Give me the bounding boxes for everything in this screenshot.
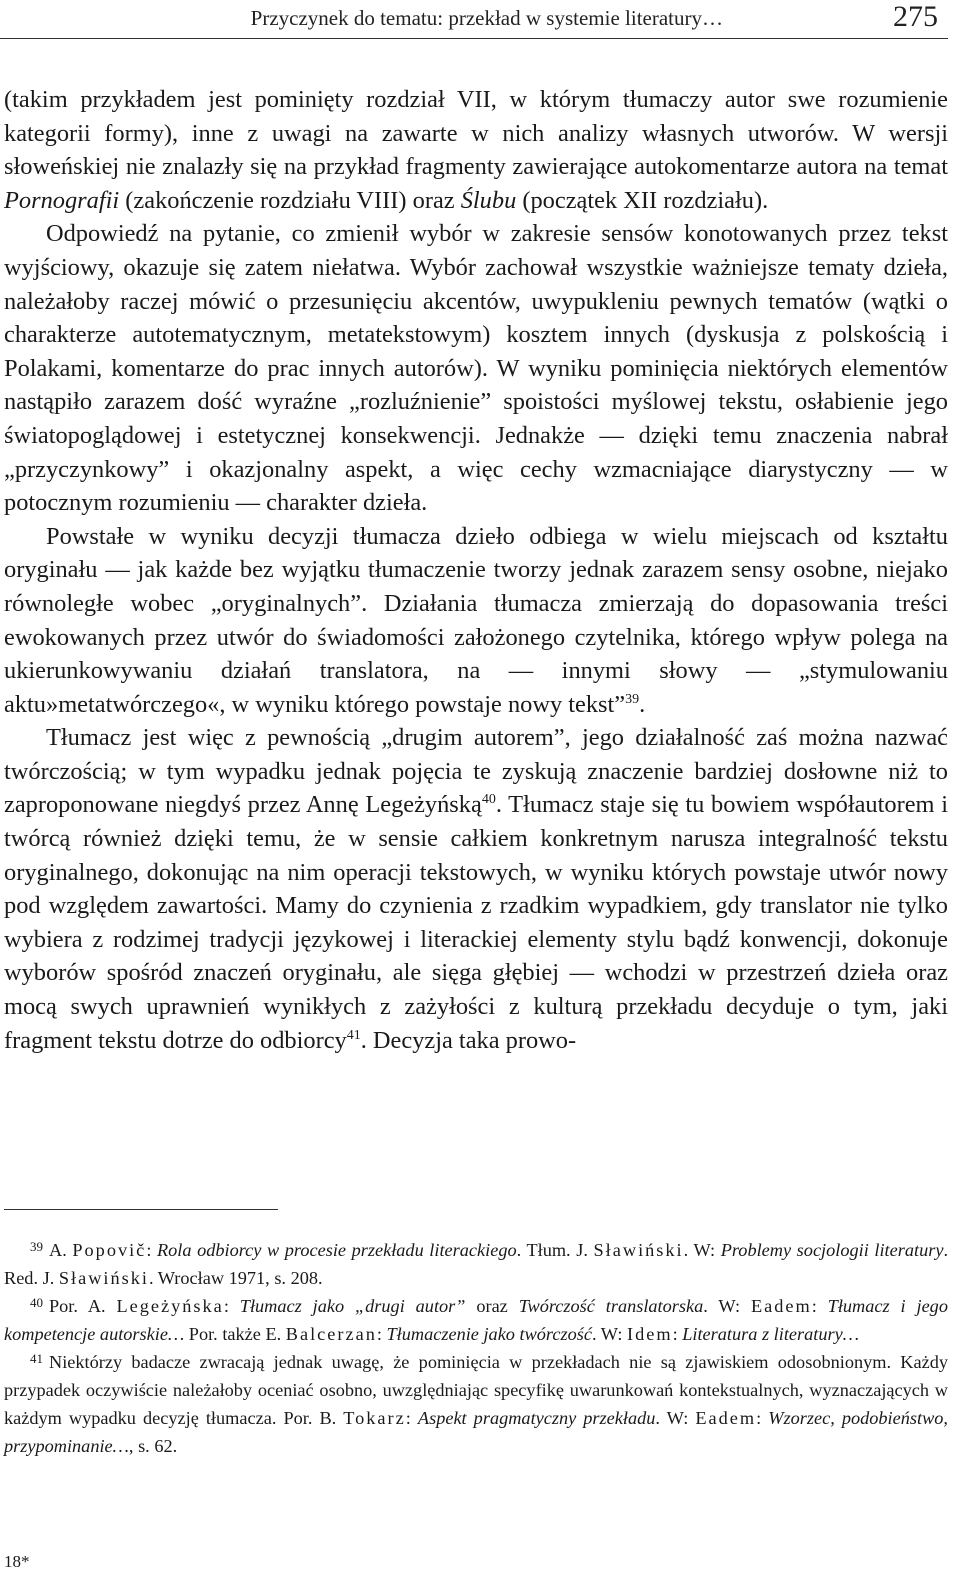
paragraph-1 (4, 83, 948, 217)
author-name: Tokarz (343, 1408, 406, 1428)
title-italic: Aspekt pragmatyczny przekładu (417, 1408, 656, 1428)
text-run: Niektórzy badacze zwracają jednak uwagę, że pominięcia w przekładach nie są zjawiskiem odosobnionym. Każdy przypadek oczywiście należałoby oceniać osobno, uwzględniając specyfikę uwarunkowań kontekstualnych, wyznaczających w każdym wypadku decyzję tłumacza. Por. B. (4, 1352, 948, 1428)
page-header (0, 0, 948, 39)
author-name: Legeżyńska (116, 1296, 224, 1316)
text-run: . (639, 690, 646, 718)
footnote-number: 41 (30, 1351, 43, 1366)
text-run: , s. 62. (128, 1436, 178, 1456)
footnote-39 (4, 1236, 948, 1292)
footnote-ref[interactable]: 40 (481, 792, 496, 808)
author-name: Sławiński (593, 1240, 684, 1260)
text-run: (takim przykładem jest pominięty rozdział VII, w którym tłumaczy autor swe rozumienie kategorii formy), inne z uwagi na zawarte w nich analizy własnych utworów. W wersji słoweńskiej nie znalazły się na przykład fragmenty zawierające autokomentarze autora na temat (4, 86, 948, 181)
text-run: oraz (465, 1296, 519, 1316)
author-name: Popovič (72, 1240, 147, 1260)
title-italic: Ślubu (460, 186, 517, 214)
paragraph-3 (4, 520, 948, 722)
author-name: Sławiński (58, 1268, 149, 1288)
footnote-ref[interactable]: 39 (625, 691, 640, 707)
text-run: : (811, 1296, 828, 1316)
footnote-number: 40 (30, 1295, 43, 1310)
paragraph-2: Odpowiedź na pytanie, co zmienił wybór w zakresie sensów konotowanych przez tekst wyjściowy, okazuje się zatem niełatwa. Wybór zachował wszystkie ważniejsze tematy dzieła, należałoby raczej mówić o przesunięciu akcentów, uwypukleniu pewnych tematów (wątki o charakterze autotematycznym, metatekstowym) kosztem innych (dyskusja z polskością i Polakami, komentarze do prac innych autorów). W wyniku pominięcia niektórych elementów nastąpiło zarazem dość wyraźne „rozluźnienie” spoistości myślowej tekstu, osłabienie jego światopoglądowej i estetycznej konsekwencji. Jednakże — dzięki temu znaczenia nabrał „przyczynkowy” i okazjonalny aspekt, a więc cechy wzmacniające diarystyczny — w potocznym rozumieniu — charakter dzieła. (4, 220, 948, 517)
footnote-41 (4, 1348, 948, 1460)
text-run: . Decyzja taka prowo- (360, 1026, 577, 1054)
text-run: . Tłum. J. (516, 1240, 594, 1260)
text-run: : (756, 1408, 769, 1428)
body-text (4, 83, 948, 1057)
text-run: . W: (703, 1296, 751, 1316)
author-name: Eadem (750, 1296, 812, 1316)
text-run: (zakończenie rozdziału VIII) oraz (119, 186, 461, 214)
title-italic: Rola odbiorcy w procesie przekładu literackiego (156, 1240, 517, 1260)
running-head: Przyczynek do tematu: przekład w systemie literatury… (250, 6, 723, 30)
author-name: Eadem (695, 1408, 757, 1428)
title-italic: Literatura z literatury… (682, 1324, 859, 1344)
footnote-40 (4, 1292, 948, 1348)
text-run: . Tłumacz staje się tu bowiem współautorem i twórcą również dzięki temu, że w sensie całkiem konkretnym narusza integralność tekstu oryginalnego, dokonując na nim operacji tekstowych, w wyniku których powstaje utwór nowy pod względem zawartości. Mamy do czynienia z rzadkim wypadkiem, gdy translator nie tylko wybiera z rodzimej tradycji językowej i literackiej elementy stylu bądź konwencji, dokonuje wyborów spośród znaczeń oryginału, ale sięga głębiej — wchodzi w przestrzeń dzieła oraz mocą swych uprawnień wynikłych z zażyłości z kulturą przekładu decyduje o tym, jaki fragment tekstu dotrze do odbiorcy (4, 791, 948, 1054)
footnote-ref[interactable]: 41 (346, 1027, 361, 1043)
title-italic: Tłumaczenie jako twórczość (386, 1324, 592, 1344)
text-run: : (223, 1296, 240, 1316)
author-name: Balcerzan (285, 1324, 377, 1344)
text-run: Tłumacz jest więc z pewnością „drugim autorem”, jego działalność zaś można nazwać twórczością; w tym wypadku jednak pojęcia te zyskują znaczenie bardziej dosłowne niż to zaproponowane niegdyś przez Annę Legeżyńską (4, 724, 948, 819)
sheet-signature: 18* (4, 1552, 30, 1571)
text-run: : (672, 1324, 683, 1344)
text-run: : (146, 1240, 157, 1260)
title-italic: Wzorzec, podobieństwo, przypominanie… (4, 1408, 948, 1456)
author-name: Idem (627, 1324, 673, 1344)
footnote-separator (4, 1209, 278, 1210)
footnote-number: 39 (30, 1239, 43, 1254)
text-run: . W: (591, 1324, 628, 1344)
text-run: . W: (683, 1240, 721, 1260)
text-run: Por. także E. (184, 1324, 286, 1344)
text-run: (początek XII rozdziału). (516, 186, 769, 214)
text-run: Powstałe w wyniku decyzji tłumacza dzieło odbiega w wielu miejscach od kształtu oryginału — jak każde bez wyjątku tłumaczenie tworzy jednak zarazem sensy osobne, niejako równoległe wobec „oryginalnych”. Działania tłumacza zmierzają do dopasowania treści ewokowanych przez utwór do świadomości założonego czytelnika, którego wpływ polega na ukierunkowywaniu działań translatora, na — innymi słowy — „stymulowaniu aktu»metatwórczego«, w wyniku którego powstaje nowy tekst” (4, 522, 948, 718)
text-run: . Red. J. (4, 1240, 949, 1288)
page-number: 275 (893, 0, 938, 33)
title-italic: Tłumacz jako „drugi autor” (239, 1296, 466, 1316)
text-run: . W: (655, 1408, 696, 1428)
text-run: : (376, 1324, 387, 1344)
title-italic: Problemy socjologii literatury (720, 1240, 944, 1260)
title-italic: Tłumacz i jego kompetencje autorskie… (4, 1296, 948, 1344)
paragraph-4 (4, 721, 948, 1057)
text-run: : (405, 1408, 418, 1428)
text-run: Por. A. (49, 1296, 117, 1316)
title-italic: Pornografii (4, 186, 120, 214)
title-italic: Twórczość translatorska (518, 1296, 704, 1316)
text-run: . Wrocław 1971, s. 208. (148, 1268, 323, 1288)
footnotes (4, 1236, 948, 1460)
text-run: A. (49, 1240, 73, 1260)
